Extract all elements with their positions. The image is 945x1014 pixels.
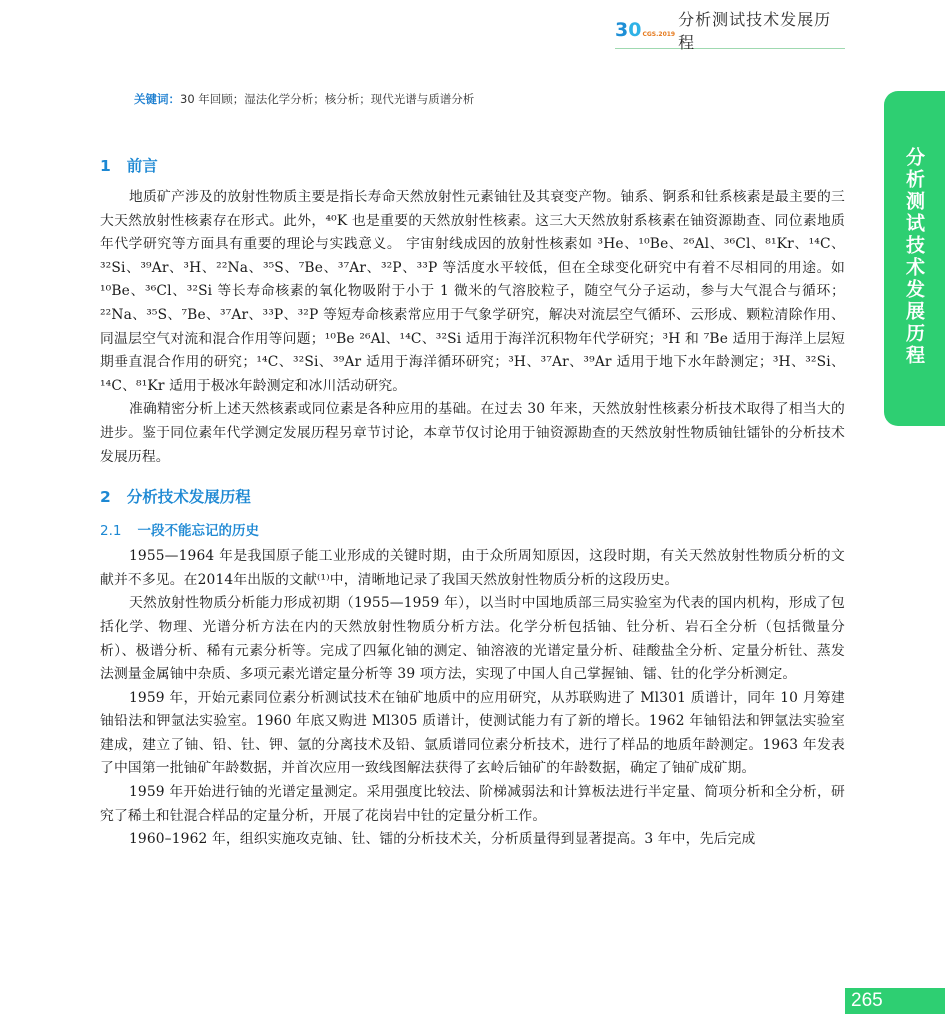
main-content <box>100 150 845 852</box>
subsection-number: 2.1 <box>100 523 122 540</box>
keywords-text: 30 年回顾；湿法化学分析；核分析；现代光谱与质谱分析 <box>180 92 475 106</box>
section-number: 2 <box>100 488 111 507</box>
page-number: 265 <box>845 988 945 1014</box>
side-tab-text: 分析测试技术发展历程 <box>903 147 925 367</box>
paragraph: 准确精密分析上述天然核素或同位素是各种应用的基础。在过去 30 年来，天然放射性核素分析技术取得了相当大的进步。鉴于同位素年代学测定发展历程另章节讨论，本章节仅讨论用于铀资源勘查的天然放射性物质铀钍镭钋的分析技术发展历程。 <box>100 401 845 465</box>
paragraph: 1955—1964 年是我国原子能工业形成的关键时期，由于众所周知原因，这段时期，有关天然放射性物质分析的文献并不多见。在2014年出版的文献⁽¹⁾中，清晰地记录了我国天然放射性物质分析的这段历史。 <box>100 548 845 588</box>
side-tab <box>884 91 945 426</box>
keywords <box>134 91 474 107</box>
section-title: 前言 <box>126 157 158 175</box>
paragraph: 1959 年开始进行铀的光谱定量测定。采用强度比较法、阶梯减弱法和计算板法进行半定量、简项分析和全分析，研究了稀土和钍混合样品的定量分析，开展了花岗岩中钍的定量分析工作。 <box>100 784 845 824</box>
paragraph: 天然放射性物质分析能力形成初期（1955—1959 年），以当时中国地质部三局实验室为代表的国内机构，形成了包括化学、物理、光谱分析方法在内的天然放射性物质分析方法。化学分析包括铀、钍分析、岩石全分析（包括微量分析）、极谱分析、稀有元素分析等。完成了四氟化铀的测定、铀溶液的光谱定量分析、硅酸盐全分析、定量分析钍、蒸发法测量金属铀中杂质、多项元素光谱定量分析等 39 项方法，实现了中国人自己掌握铀、镭、钍的化学分析测定。 <box>100 595 845 683</box>
subsection-title: 一段不能忘记的历史 <box>137 523 259 540</box>
paragraph: 1959 年，开始元素同位素分析测试技术在铀矿地质中的应用研究，从苏联购进了 Ml301 质谱计，同年 10 月筹建铀铅法和钾氩法实验室。1960 年底又购进 Ml305 质谱计，使测试能力有了新的增长。1962 年铀铅法和钾氩法实验室建成，建立了铀、铅、钍、钾、氩的分离技术及铅、氩质谱同位素分析技术，进行了样品的地质年龄测定。1963 年发表了中国第一批铀矿年龄数据，并首次应用一致线图解法获得了玄岭后铀矿的年龄数据，确定了铀矿成矿期。 <box>100 689 845 777</box>
logo-zero: 0 <box>628 19 642 41</box>
section-heading <box>100 481 845 513</box>
subsection-heading <box>100 517 845 545</box>
page-header <box>615 10 845 52</box>
section-heading <box>100 150 845 182</box>
header-title: 分析测试技术发展历程 <box>678 10 832 52</box>
logo-number: 3 <box>615 19 629 41</box>
section-number: 1 <box>100 157 111 175</box>
paragraph: 1960–1962 年，组织实施攻克铀、钍、镭的分析技术关，分析质量得到显著提高。3 年中，先后完成 <box>128 831 756 848</box>
paragraph: 地质矿产涉及的放射性物质主要是指长寿命天然放射性元素铀钍及其衰变产物。铀系、锕系和钍系核素是最主要的三大天然放射性核素存在形式。此外，⁴⁰K 也是重要的天然放射性核素。这三大天然放射系核素在铀资源勘查、同位素地质年代学研究等方面具有重要的理论与实践意义。 宇宙射线成因的放射性核素如 ³He、¹⁰Be、²⁶Al、³⁶Cl、⁸¹Kr、¹⁴C、³²Si、³⁹Ar、³H、²²Na、³⁵S、⁷Be、³⁷Ar、³²P、³³P 等活度水平较低，但在全球变化研究中有着不尽相同的用途。如 ¹⁰Be、³⁶Cl、³²Si 等长寿命核素的氧化物吸附于小于 1 微米的气溶胶粒子，随空气分子运动，参与大气混合与循环；²²Na、³⁵S、⁷Be、³⁷Ar、³³P、³²P 等短寿命核素常应用于气象学研究，解决对流层空气循环、云形成、颗粒清除作用、同温层空气对流和混合作用等问题；¹⁰Be ²⁶Al、¹⁴C、³²Si 适用于海洋沉积物年代学研究；³H 和 ⁷Be 适用于海洋上层短期垂直混合作用的研究；¹⁴C、³²Si、³⁹Ar 适用于海洋循环研究；³H、³⁷Ar、³⁹Ar 适用于地下水年龄测定；³H、³²Si、¹⁴C、⁸¹Kr 适用于极冰年龄测定和冰川活动研究。 <box>100 189 845 394</box>
logo-small-text: CGS.2019 <box>642 31 676 38</box>
logo <box>615 19 675 41</box>
keywords-label: 关键词： <box>134 92 180 106</box>
section-title: 分析技术发展历程 <box>126 488 251 507</box>
